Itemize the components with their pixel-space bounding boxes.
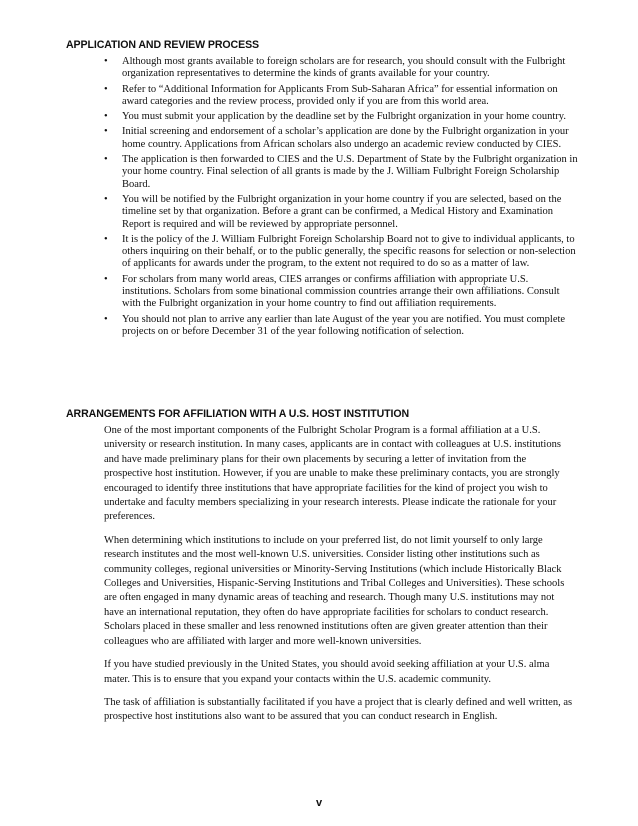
section-heading-application-review: APPLICATION AND REVIEW PROCESS	[66, 39, 259, 51]
list-item	[98, 314, 578, 339]
list-item-text: You should not plan to arrive any earlier than late August of the year you are notified. You must complete projects on or before December 31 of the year following notification of selection.	[122, 313, 566, 337]
list-item	[98, 111, 578, 123]
bullet-icon: •	[104, 313, 108, 325]
list-item-text: You will be notified by the Fulbright organization in your home country if you are selected, based on the timeline set by that organization. Before a grant can be confirmed, a Medical History and Examination Report is required and will be reviewed by appropriate personnel.	[122, 193, 562, 230]
paragraph: The task of affiliation is substantially facilitated if you have a project that is clearly defined and well written, as prospective host institutions also want to be assured that you can conduct research in English.	[104, 696, 573, 723]
affiliation-body	[104, 424, 574, 734]
list-item	[98, 274, 578, 311]
bullet-icon: •	[104, 273, 108, 285]
bullet-icon: •	[104, 233, 108, 245]
list-item	[98, 194, 578, 231]
list-item-text: It is the policy of the J. William Fulbright Foreign Scholarship Board not to give to individual applicants, to others inquiring on their behalf, or to the public generally, the specific reasons for selection or non-selection of applicants for awards under the program, to the extent not required to do so as a matter of law.	[122, 233, 576, 270]
bullet-icon: •	[104, 56, 108, 67]
application-process-list	[98, 56, 578, 341]
list-item	[98, 126, 578, 151]
list-item	[98, 56, 578, 81]
list-item-text: The application is then forwarded to CIES and the U.S. Department of State by the Fulbright organization in your home country. Final selection of all grants is made by the J. William Fulbright Foreign Scholarship Board.	[122, 154, 578, 190]
list-item	[98, 154, 578, 191]
bullet-icon: •	[104, 193, 108, 205]
list-item-text: Refer to “Additional Information for Applicants From Sub-Saharan Africa” for essential information on award categories and the review process, provided only if you are from this world area.	[122, 83, 558, 107]
list-item-text: You must submit your application by the deadline set by the Fulbright organization in your home country.	[122, 111, 566, 123]
list-item	[98, 234, 578, 271]
bullet-icon: •	[104, 111, 108, 123]
list-item-text: Although most grants available to foreign scholars are for research, you should consult with the Fulbright organization representatives to determine the kinds of grants available for your country.	[122, 56, 566, 80]
bullet-icon: •	[104, 154, 108, 166]
bullet-icon: •	[104, 126, 108, 138]
paragraph: If you have studied previously in the United States, you should avoid seeking affiliation at your U.S. alma mater. This is to ensure that you expand your contacts within the U.S. academic community.	[104, 659, 550, 685]
paragraph: When determining which institutions to include on your preferred list, do not limit yourself to only large research institutes and the most well-known U.S. universities. Consider listing other institutions such as community colleges, regional universities or Minority-Serving Institutions (which include Historically Black Colleges and Universities, Hispanic-Serving Institutions and Tribal Colleges and Universities). These schools are often engaged in many dynamic areas of teaching and research. Though many U.S. institutions may not have an international reputation, they often do have appropriate facilities for scholars to conduct research. Scholars placed in these smaller and less renowned institutions often are given greater attention than their colleagues who are affiliated with larger and more well-known universities.	[104, 534, 565, 647]
list-item	[98, 84, 578, 109]
page-number: v	[315, 797, 323, 809]
bullet-icon: •	[104, 83, 108, 95]
paragraph: One of the most important components of the Fulbright Scholar Program is a formal affiliation at a U.S. university or research institution. In many cases, applicants are in contact with colleagues at U.S. institutions and have made preliminary plans for their own placements by securing a letter of invitation from the prospective host institution. However, if you are unable to make these preliminary contacts, you are strongly encouraged to identify three institutions that have appropriate facilities for the kind of project you wish to undertake and faculty members specializing in your research interests. Please indicate the rationale for your preferences.	[104, 425, 561, 523]
section-heading-affiliation: ARRANGEMENTS FOR AFFILIATION WITH A U.S. HOST INSTITUTION	[66, 408, 410, 420]
list-item-text: For scholars from many world areas, CIES arranges or confirms affiliation with appropriate U.S. institutions. Scholars from some binational commission countries arrange their own affiliations. Consult with the Fulbright organization in your home country to find out affiliation requirements.	[122, 273, 560, 310]
list-item-text: Initial screening and endorsement of a scholar’s application are done by the Fulbright organization in your home country. Applications from African scholars also undergo an academic review conducted by CIES.	[122, 126, 569, 150]
